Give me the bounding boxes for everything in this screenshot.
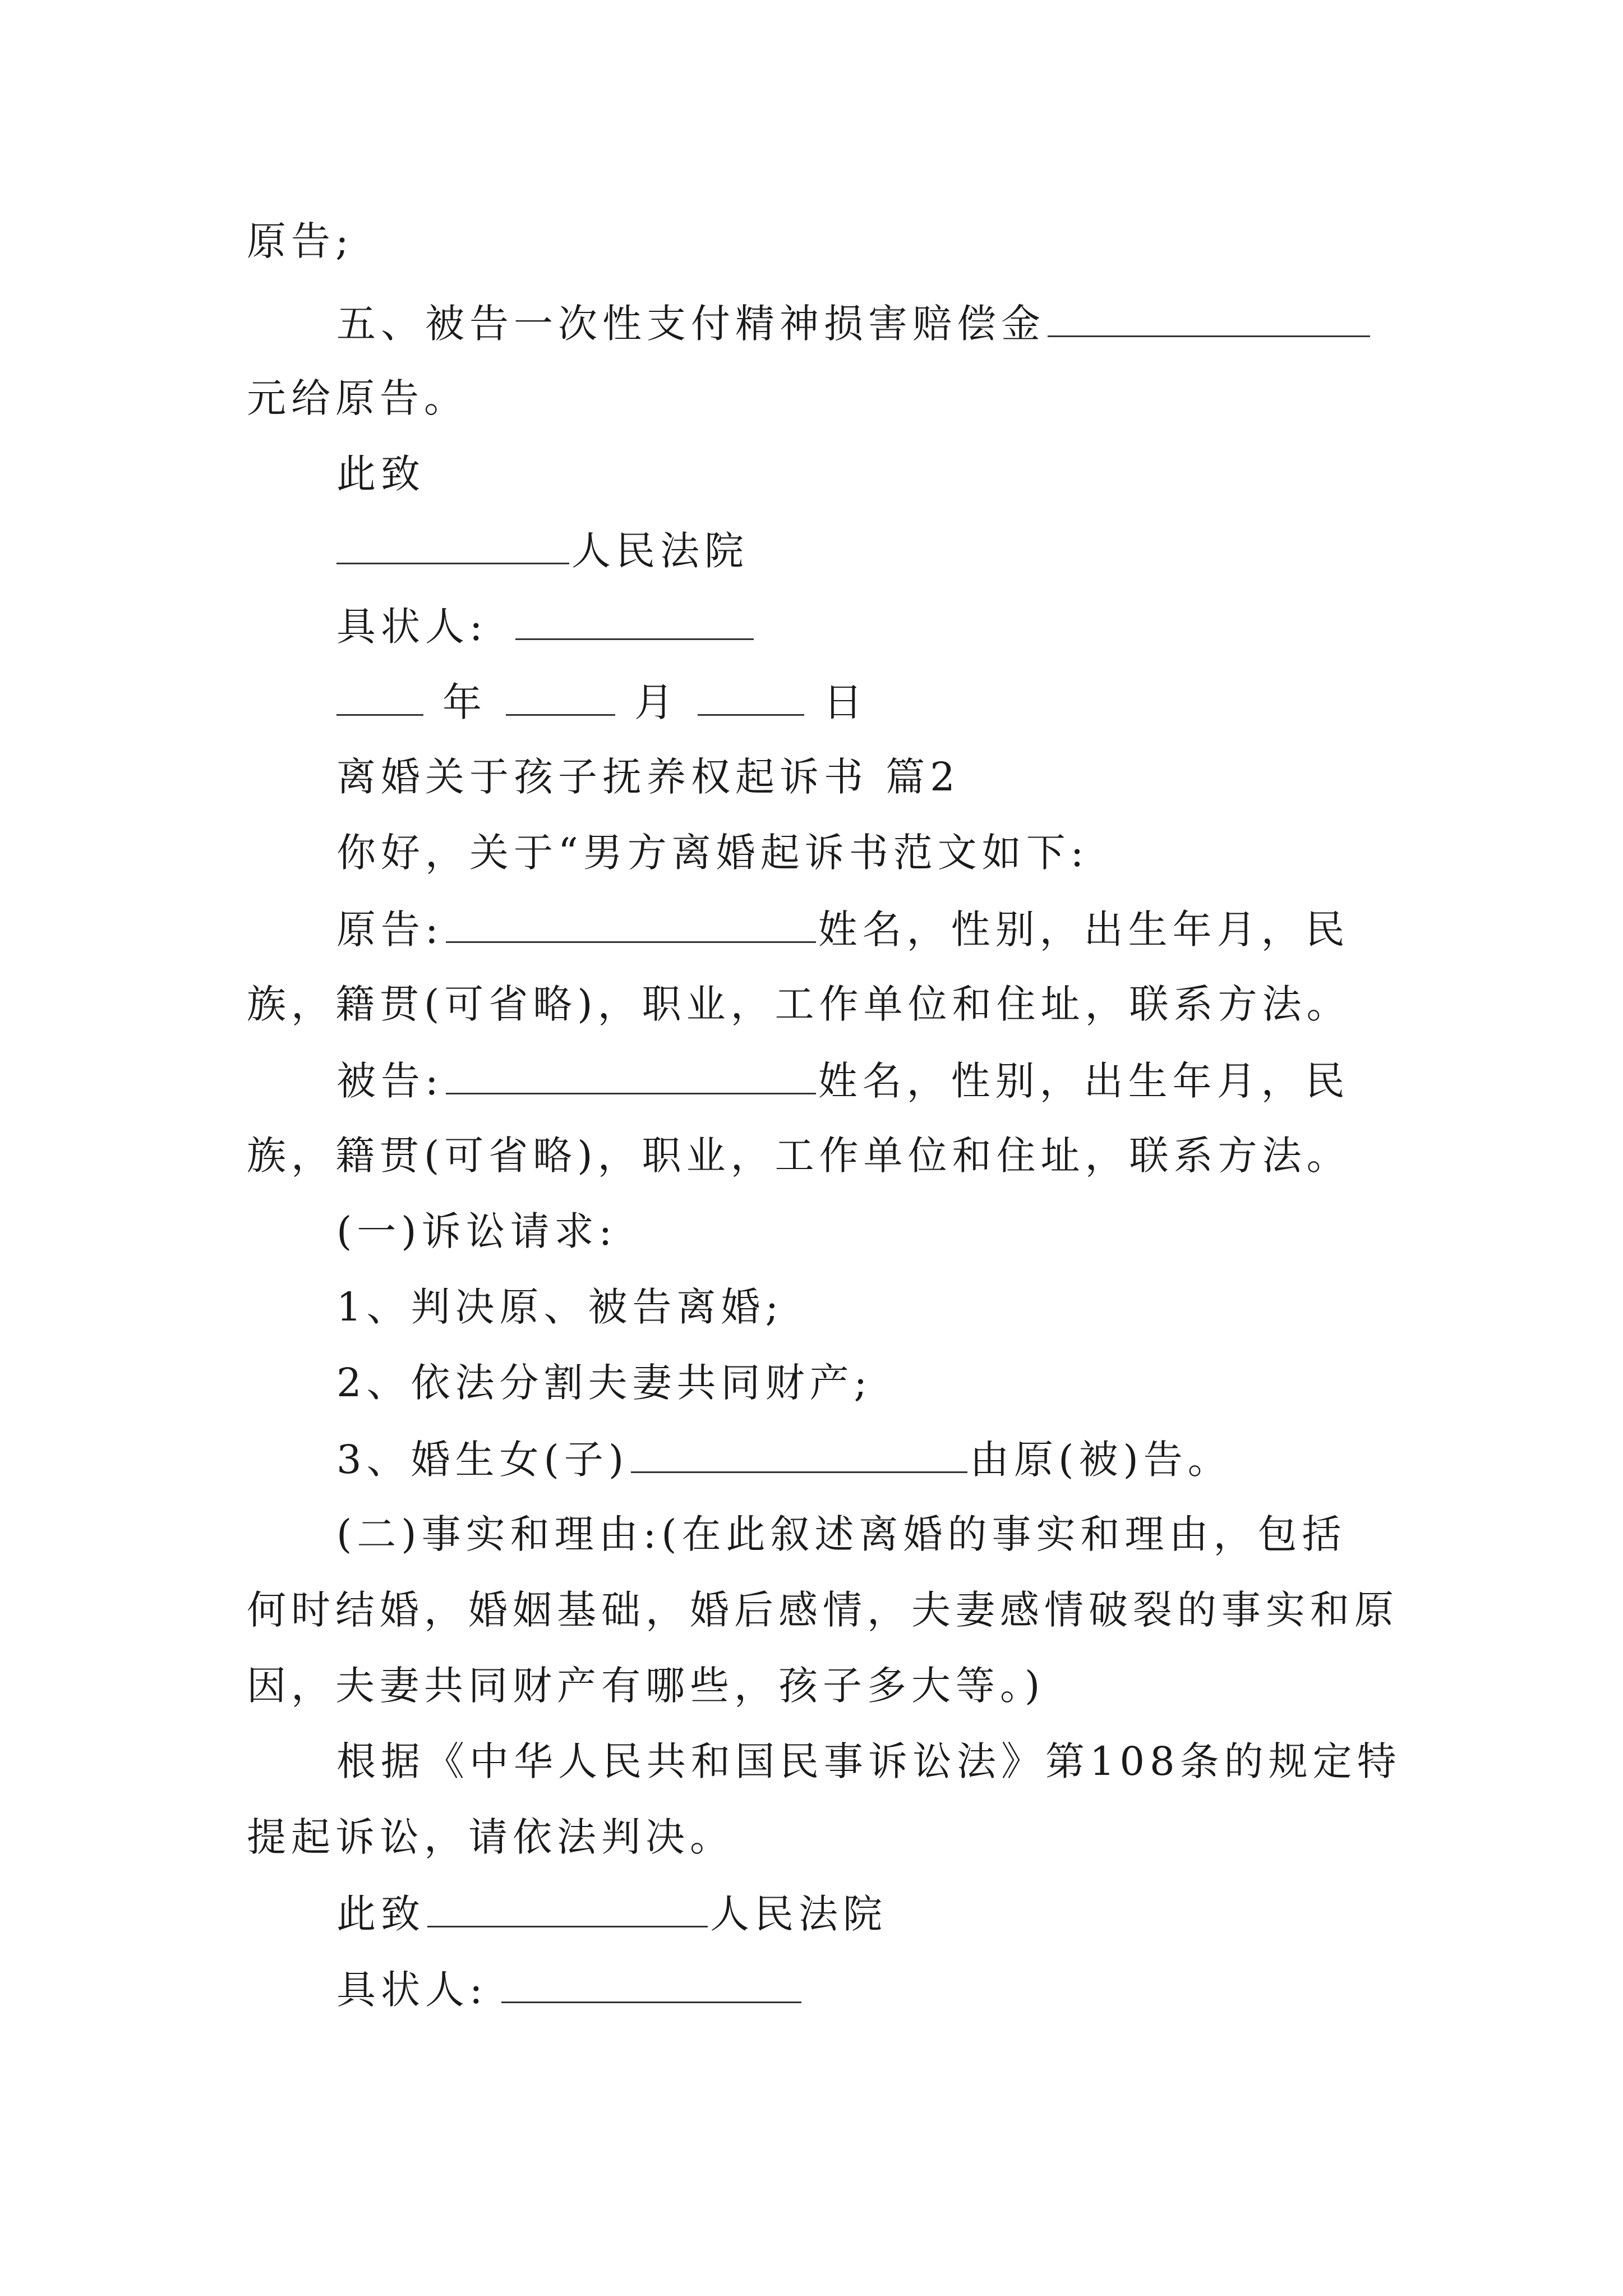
- text-line: [336, 1433, 1475, 1484]
- text-line: [336, 1055, 1475, 1105]
- text-line: [336, 449, 1475, 499]
- text-line: [336, 903, 1475, 954]
- text-line: [336, 827, 1475, 878]
- blank-field: [446, 1055, 816, 1094]
- text: 人民法院: [710, 1891, 887, 1937]
- blank-field: [446, 903, 816, 943]
- text: 族，籍贯(可省略)，职业，工作单位和住址，联系方法。: [247, 1133, 1351, 1179]
- text: 月: [634, 679, 679, 725]
- text-line: [336, 1206, 1475, 1257]
- text: 由原(被)告。: [970, 1437, 1232, 1483]
- text-line: [247, 1812, 1385, 1862]
- text-line: [336, 1963, 1475, 2014]
- blank-field: [1048, 297, 1370, 337]
- blank-field: [501, 1963, 801, 2003]
- text-line: [336, 1888, 1475, 1938]
- text: 你好，关于“男方离婚起诉书范文如下:: [336, 830, 1089, 876]
- text: 年: [442, 679, 487, 725]
- blank-field: [336, 676, 423, 716]
- text-line: [247, 1585, 1399, 1635]
- text: 元给原告。: [247, 375, 468, 421]
- text-line: [336, 676, 1475, 726]
- text-line: [336, 1736, 1475, 1787]
- text-line: [336, 600, 1475, 651]
- text-line: [247, 373, 1385, 424]
- text: 提起诉讼，请依法判决。: [247, 1814, 734, 1860]
- text: 具状人:: [336, 1967, 488, 2013]
- blank-field: [698, 676, 804, 716]
- text-line: [247, 979, 1385, 1029]
- text: 日: [823, 679, 868, 725]
- text-line: [336, 1509, 1475, 1559]
- text: (一)诉讼请求:: [336, 1208, 617, 1254]
- text-line: [336, 1282, 1475, 1332]
- text: 被告:: [336, 1058, 444, 1104]
- text: 人民法院: [571, 528, 749, 574]
- text: 原告:: [336, 907, 444, 953]
- text-line: [336, 1358, 1475, 1408]
- blank-field: [506, 676, 615, 716]
- text-line: [247, 216, 1385, 266]
- text: 原告;: [247, 218, 354, 264]
- text: 1、判决原、被告离婚;: [336, 1284, 784, 1330]
- text-line: [247, 1660, 1385, 1711]
- text-line: [336, 752, 1475, 802]
- text: 2、依法分割夫妻共同财产;: [336, 1360, 873, 1406]
- text: 此致: [336, 1891, 425, 1937]
- text: (二)事实和理由:(在此叙述离婚的事实和理由，包括: [336, 1511, 1347, 1557]
- text-line: [336, 297, 1475, 348]
- text: 何时结婚，婚姻基础，婚后感情，夫妻感情破裂的事实和原: [247, 1587, 1399, 1633]
- text-line: [336, 524, 1475, 575]
- text: 五、被告一次性支付精神损害赔偿金: [336, 301, 1045, 347]
- text: 姓名，性别，出生年月，民: [818, 907, 1350, 953]
- blank-field: [515, 600, 754, 640]
- text: 族，籍贯(可省略)，职业，工作单位和住址，联系方法。: [247, 981, 1351, 1027]
- blank-field: [336, 524, 569, 564]
- text: 离婚关于孩子抚养权起诉书 篇2: [336, 754, 960, 800]
- text: 此致: [336, 451, 425, 497]
- text: 根据《中华人民共和国民事诉讼法》第108条的规定特: [336, 1738, 1401, 1784]
- blank-field: [631, 1433, 967, 1473]
- blank-field: [427, 1888, 708, 1927]
- text-line: [247, 1130, 1385, 1181]
- text: 具状人:: [336, 604, 488, 650]
- text: 姓名，性别，出生年月，民: [818, 1058, 1350, 1104]
- text: 因，夫妻共同财产有哪些，孩子多大等。): [247, 1663, 1045, 1709]
- text: 3、婚生女(子): [336, 1437, 629, 1483]
